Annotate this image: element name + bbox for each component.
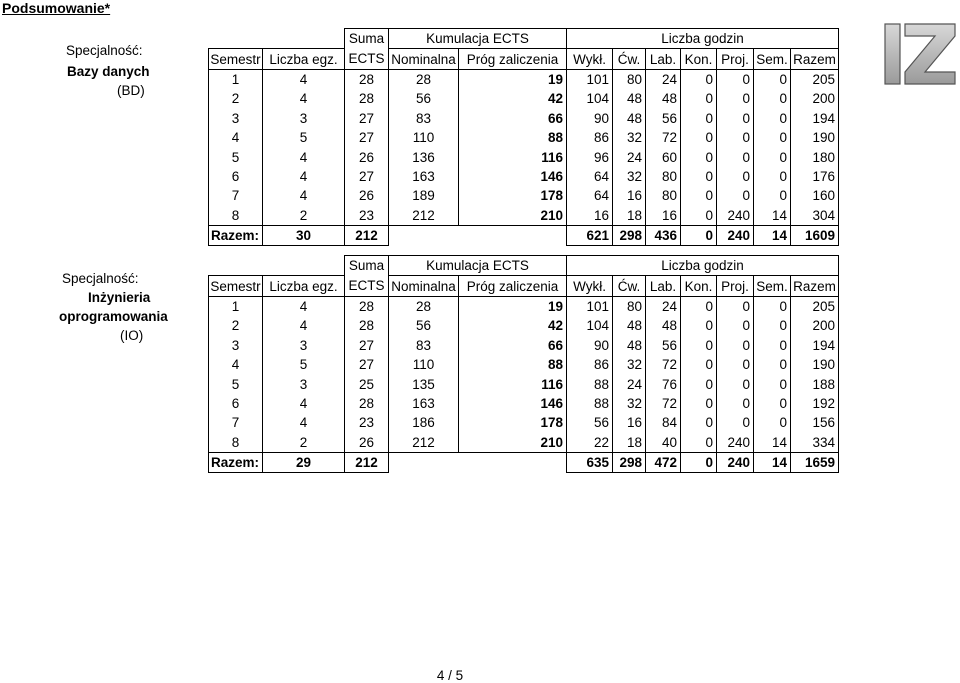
cell-wykl: 104: [567, 89, 613, 108]
cell-semestr: 7: [209, 413, 263, 432]
semestr-header: Semestr: [209, 276, 263, 296]
cell-lab: 80: [646, 186, 681, 205]
cell-liczba-egz: 4: [263, 89, 345, 108]
cell-liczba-egz: 4: [263, 186, 345, 205]
cell-sem: 0: [754, 167, 791, 186]
cell-proj: 0: [717, 69, 754, 89]
total-razem: 1659: [791, 452, 839, 472]
cell-suma-ects: 23: [345, 413, 389, 432]
total-kon: 0: [681, 452, 717, 472]
cell-proj: 0: [717, 394, 754, 413]
liczba-egz-header: Liczba egz.: [263, 276, 345, 296]
cell-nominalna: 163: [389, 167, 459, 186]
cell-sem: 0: [754, 147, 791, 166]
cell-nominalna: 110: [389, 355, 459, 374]
cell-prog: 146: [459, 167, 567, 186]
specjalnosc-name-1: Bazy danych: [67, 64, 150, 79]
cell-semestr: 7: [209, 186, 263, 205]
cell-kon: 0: [681, 167, 717, 186]
cell-kon: 0: [681, 296, 717, 316]
cell-wykl: 64: [567, 167, 613, 186]
cell-proj: 0: [717, 128, 754, 147]
cell-kon: 0: [681, 413, 717, 432]
cell-suma-ects: 28: [345, 89, 389, 108]
cell-nominalna: 28: [389, 69, 459, 89]
nominalna-header: Nominalna: [389, 276, 459, 296]
total-row: [209, 452, 839, 472]
cell-prog: 210: [459, 433, 567, 453]
cell-prog: 178: [459, 413, 567, 432]
total-lab: 472: [646, 452, 681, 472]
cell-razem: 192: [791, 394, 839, 413]
cell-sem: 0: [754, 316, 791, 335]
cell-liczba-egz: 4: [263, 296, 345, 316]
cell-wykl: 88: [567, 394, 613, 413]
cell-lab: 76: [646, 374, 681, 393]
cw-header: Ćw.: [613, 276, 646, 296]
cell-razem: 194: [791, 336, 839, 355]
cw-header: Ćw.: [613, 49, 646, 69]
nominalna-header: Nominalna: [389, 49, 459, 69]
total-proj: 240: [717, 452, 754, 472]
cell-liczba-egz: 5: [263, 128, 345, 147]
total-lab: 436: [646, 225, 681, 245]
cell-razem: 190: [791, 355, 839, 374]
cell-sem: 14: [754, 206, 791, 226]
cell-cw: 48: [613, 109, 646, 128]
cell-liczba-egz: 4: [263, 147, 345, 166]
cell-cw: 80: [613, 69, 646, 89]
cell-wykl: 101: [567, 69, 613, 89]
cell-proj: 0: [717, 336, 754, 355]
cell-liczba-egz: 2: [263, 433, 345, 453]
table-row: [209, 296, 839, 316]
cell-nominalna: 212: [389, 206, 459, 226]
cell-prog: 66: [459, 336, 567, 355]
table-row: [209, 186, 839, 205]
cell-cw: 32: [613, 128, 646, 147]
cell-lab: 72: [646, 355, 681, 374]
total-proj: 240: [717, 225, 754, 245]
razem-header: Razem: [791, 49, 839, 69]
cell-nominalna: 83: [389, 109, 459, 128]
cell-suma-ects: 27: [345, 128, 389, 147]
cell-sem: 0: [754, 374, 791, 393]
cell-liczba-egz: 4: [263, 316, 345, 335]
cell-razem: 304: [791, 206, 839, 226]
cell-lab: 72: [646, 128, 681, 147]
table-row: [209, 89, 839, 108]
cell-wykl: 22: [567, 433, 613, 453]
proj-header: Proj.: [717, 276, 754, 296]
cell-semestr: 3: [209, 336, 263, 355]
total-sem: 14: [754, 225, 791, 245]
total-cw: 298: [613, 225, 646, 245]
cell-cw: 24: [613, 374, 646, 393]
kumulacja-header: Kumulacja ECTS: [389, 256, 567, 276]
total-wykl: 621: [567, 225, 613, 245]
cell-semestr: 2: [209, 89, 263, 108]
cell-liczba-egz: 4: [263, 394, 345, 413]
table-row: [209, 316, 839, 335]
cell-prog: 88: [459, 355, 567, 374]
cell-liczba-egz: 4: [263, 167, 345, 186]
cell-semestr: 2: [209, 316, 263, 335]
cell-cw: 32: [613, 394, 646, 413]
cell-nominalna: 56: [389, 89, 459, 108]
proj-header: Proj.: [717, 49, 754, 69]
specjalnosc-abbr-1: (BD): [117, 83, 145, 98]
page-number: 4 / 5: [436, 668, 464, 683]
table-row: [209, 128, 839, 147]
cell-semestr: 4: [209, 128, 263, 147]
cell-sem: 0: [754, 394, 791, 413]
cell-sem: 0: [754, 355, 791, 374]
cell-proj: 240: [717, 433, 754, 453]
total-egz: 30: [263, 225, 345, 245]
cell-wykl: 90: [567, 109, 613, 128]
cell-cw: 48: [613, 316, 646, 335]
cell-razem: 156: [791, 413, 839, 432]
cell-wykl: 56: [567, 413, 613, 432]
cell-nominalna: 56: [389, 316, 459, 335]
cell-suma-ects: 27: [345, 109, 389, 128]
cell-sem: 0: [754, 413, 791, 432]
specjalnosc-label-1: Specjalność:: [66, 43, 143, 58]
cell-proj: 0: [717, 316, 754, 335]
cell-proj: 0: [717, 355, 754, 374]
summary-table-bd: [208, 28, 839, 246]
razem-header: Razem: [791, 276, 839, 296]
cell-suma-ects: 27: [345, 355, 389, 374]
cell-kon: 0: [681, 206, 717, 226]
cell-kon: 0: [681, 147, 717, 166]
cell-suma-ects: 26: [345, 433, 389, 453]
cell-suma-ects: 26: [345, 147, 389, 166]
cell-suma-ects: 28: [345, 296, 389, 316]
cell-nominalna: 189: [389, 186, 459, 205]
cell-semestr: 4: [209, 355, 263, 374]
cell-semestr: 5: [209, 147, 263, 166]
kon-header: Kon.: [681, 276, 717, 296]
cell-kon: 0: [681, 374, 717, 393]
sem-header: Sem.: [754, 276, 791, 296]
cell-suma-ects: 27: [345, 167, 389, 186]
cell-liczba-egz: 5: [263, 355, 345, 374]
total-empty: [459, 225, 567, 245]
lab-header: Lab.: [646, 276, 681, 296]
table-row: [209, 147, 839, 166]
cell-sem: 0: [754, 69, 791, 89]
total-cw: 298: [613, 452, 646, 472]
cell-lab: 56: [646, 109, 681, 128]
cell-cw: 24: [613, 147, 646, 166]
cell-lab: 48: [646, 316, 681, 335]
cell-nominalna: 83: [389, 336, 459, 355]
cell-cw: 18: [613, 433, 646, 453]
cell-suma-ects: 28: [345, 69, 389, 89]
ects-header: ECTS: [345, 49, 389, 69]
cell-prog: 146: [459, 394, 567, 413]
kumulacja-header: Kumulacja ECTS: [389, 29, 567, 49]
cell-lab: 48: [646, 89, 681, 108]
specjalnosc-abbr-2: (IO): [120, 328, 144, 343]
cell-prog: 42: [459, 89, 567, 108]
cell-proj: 0: [717, 413, 754, 432]
cell-razem: 205: [791, 69, 839, 89]
cell-liczba-egz: 3: [263, 336, 345, 355]
cell-sem: 0: [754, 296, 791, 316]
page-title: Podsumowanie*: [2, 0, 111, 16]
suma-header: Suma: [345, 256, 389, 276]
lab-header: Lab.: [646, 49, 681, 69]
kon-header: Kon.: [681, 49, 717, 69]
cell-nominalna: 135: [389, 374, 459, 393]
cell-cw: 48: [613, 336, 646, 355]
cell-razem: 190: [791, 128, 839, 147]
cell-wykl: 104: [567, 316, 613, 335]
liczba-egz-header: Liczba egz.: [263, 49, 345, 69]
cell-proj: 0: [717, 89, 754, 108]
prog-header: Próg zaliczenia: [459, 276, 567, 296]
cell-nominalna: 28: [389, 296, 459, 316]
suma-header: Suma: [345, 29, 389, 49]
liczba-godzin-header: Liczba godzin: [567, 256, 839, 276]
summary-table-io: [208, 255, 839, 473]
semestr-header: Semestr: [209, 49, 263, 69]
cell-razem: 180: [791, 147, 839, 166]
total-label: Razem:: [209, 225, 263, 245]
cell-lab: 16: [646, 206, 681, 226]
cell-semestr: 3: [209, 109, 263, 128]
cell-semestr: 6: [209, 394, 263, 413]
cell-prog: 88: [459, 128, 567, 147]
specjalnosc-name-2-line1: Inżynieria: [88, 290, 151, 305]
cell-wykl: 86: [567, 128, 613, 147]
cell-lab: 72: [646, 394, 681, 413]
cell-suma-ects: 28: [345, 316, 389, 335]
cell-proj: 0: [717, 147, 754, 166]
cell-cw: 32: [613, 167, 646, 186]
cell-wykl: 90: [567, 336, 613, 355]
cell-wykl: 16: [567, 206, 613, 226]
table-row: [209, 109, 839, 128]
cell-razem: 176: [791, 167, 839, 186]
cell-cw: 18: [613, 206, 646, 226]
cell-razem: 194: [791, 109, 839, 128]
cell-cw: 16: [613, 186, 646, 205]
cell-wykl: 88: [567, 374, 613, 393]
specjalnosc-name-2-line2: oprogramowania: [59, 309, 168, 324]
cell-semestr: 8: [209, 433, 263, 453]
table-row: [209, 355, 839, 374]
cell-sem: 0: [754, 109, 791, 128]
cell-liczba-egz: 2: [263, 206, 345, 226]
table-row: [209, 336, 839, 355]
cell-lab: 80: [646, 167, 681, 186]
prog-header: Próg zaliczenia: [459, 49, 567, 69]
specjalnosc-label-2: Specjalność:: [62, 271, 139, 286]
cell-suma-ects: 26: [345, 186, 389, 205]
cell-prog: 178: [459, 186, 567, 205]
cell-wykl: 64: [567, 186, 613, 205]
cell-sem: 0: [754, 336, 791, 355]
cell-wykl: 86: [567, 355, 613, 374]
wykl-header: Wykł.: [567, 49, 613, 69]
table-row: [209, 394, 839, 413]
cell-kon: 0: [681, 69, 717, 89]
cell-cw: 80: [613, 296, 646, 316]
wykl-header: Wykł.: [567, 276, 613, 296]
cell-razem: 200: [791, 316, 839, 335]
total-egz: 29: [263, 452, 345, 472]
cell-lab: 60: [646, 147, 681, 166]
cell-wykl: 96: [567, 147, 613, 166]
cell-semestr: 1: [209, 296, 263, 316]
cell-lab: 24: [646, 296, 681, 316]
total-row: [209, 225, 839, 245]
cell-semestr: 8: [209, 206, 263, 226]
cell-semestr: 6: [209, 167, 263, 186]
cell-prog: 66: [459, 109, 567, 128]
cell-liczba-egz: 4: [263, 69, 345, 89]
cell-razem: 188: [791, 374, 839, 393]
cell-proj: 0: [717, 296, 754, 316]
cell-kon: 0: [681, 109, 717, 128]
cell-cw: 16: [613, 413, 646, 432]
table-row: [209, 374, 839, 393]
cell-suma-ects: 25: [345, 374, 389, 393]
cell-lab: 24: [646, 69, 681, 89]
cell-lab: 56: [646, 336, 681, 355]
cell-proj: 0: [717, 167, 754, 186]
cell-razem: 205: [791, 296, 839, 316]
cell-sem: 14: [754, 433, 791, 453]
cell-kon: 0: [681, 89, 717, 108]
total-sem: 14: [754, 452, 791, 472]
cell-kon: 0: [681, 355, 717, 374]
cell-liczba-egz: 3: [263, 374, 345, 393]
cell-razem: 200: [791, 89, 839, 108]
cell-kon: 0: [681, 186, 717, 205]
cell-semestr: 5: [209, 374, 263, 393]
table-row: [209, 167, 839, 186]
table-row: [209, 69, 839, 89]
cell-lab: 84: [646, 413, 681, 432]
iz-logo: [883, 20, 957, 88]
cell-liczba-egz: 3: [263, 109, 345, 128]
cell-prog: 210: [459, 206, 567, 226]
liczba-godzin-header: Liczba godzin: [567, 29, 839, 49]
cell-nominalna: 110: [389, 128, 459, 147]
sem-header: Sem.: [754, 49, 791, 69]
cell-suma-ects: 27: [345, 336, 389, 355]
cell-prog: 116: [459, 147, 567, 166]
total-wykl: 635: [567, 452, 613, 472]
cell-wykl: 101: [567, 296, 613, 316]
cell-suma-ects: 23: [345, 206, 389, 226]
table-row: [209, 413, 839, 432]
cell-proj: 0: [717, 109, 754, 128]
cell-cw: 32: [613, 355, 646, 374]
cell-nominalna: 186: [389, 413, 459, 432]
cell-prog: 19: [459, 296, 567, 316]
cell-kon: 0: [681, 433, 717, 453]
cell-kon: 0: [681, 316, 717, 335]
cell-kon: 0: [681, 336, 717, 355]
cell-nominalna: 163: [389, 394, 459, 413]
cell-nominalna: 136: [389, 147, 459, 166]
table-row: [209, 206, 839, 226]
cell-kon: 0: [681, 394, 717, 413]
cell-sem: 0: [754, 186, 791, 205]
cell-lab: 40: [646, 433, 681, 453]
ects-header: ECTS: [345, 276, 389, 296]
cell-sem: 0: [754, 128, 791, 147]
cell-suma-ects: 28: [345, 394, 389, 413]
cell-razem: 334: [791, 433, 839, 453]
total-razem: 1609: [791, 225, 839, 245]
cell-prog: 19: [459, 69, 567, 89]
cell-proj: 0: [717, 186, 754, 205]
total-ects: 212: [345, 452, 389, 472]
cell-proj: 0: [717, 374, 754, 393]
cell-prog: 42: [459, 316, 567, 335]
cell-nominalna: 212: [389, 433, 459, 453]
cell-sem: 0: [754, 89, 791, 108]
total-kon: 0: [681, 225, 717, 245]
cell-proj: 240: [717, 206, 754, 226]
total-empty: [389, 452, 459, 472]
cell-razem: 160: [791, 186, 839, 205]
cell-cw: 48: [613, 89, 646, 108]
table-row: [209, 433, 839, 453]
total-label: Razem:: [209, 452, 263, 472]
cell-kon: 0: [681, 128, 717, 147]
total-empty: [389, 225, 459, 245]
cell-prog: 116: [459, 374, 567, 393]
total-empty: [459, 452, 567, 472]
cell-semestr: 1: [209, 69, 263, 89]
cell-liczba-egz: 4: [263, 413, 345, 432]
total-ects: 212: [345, 225, 389, 245]
